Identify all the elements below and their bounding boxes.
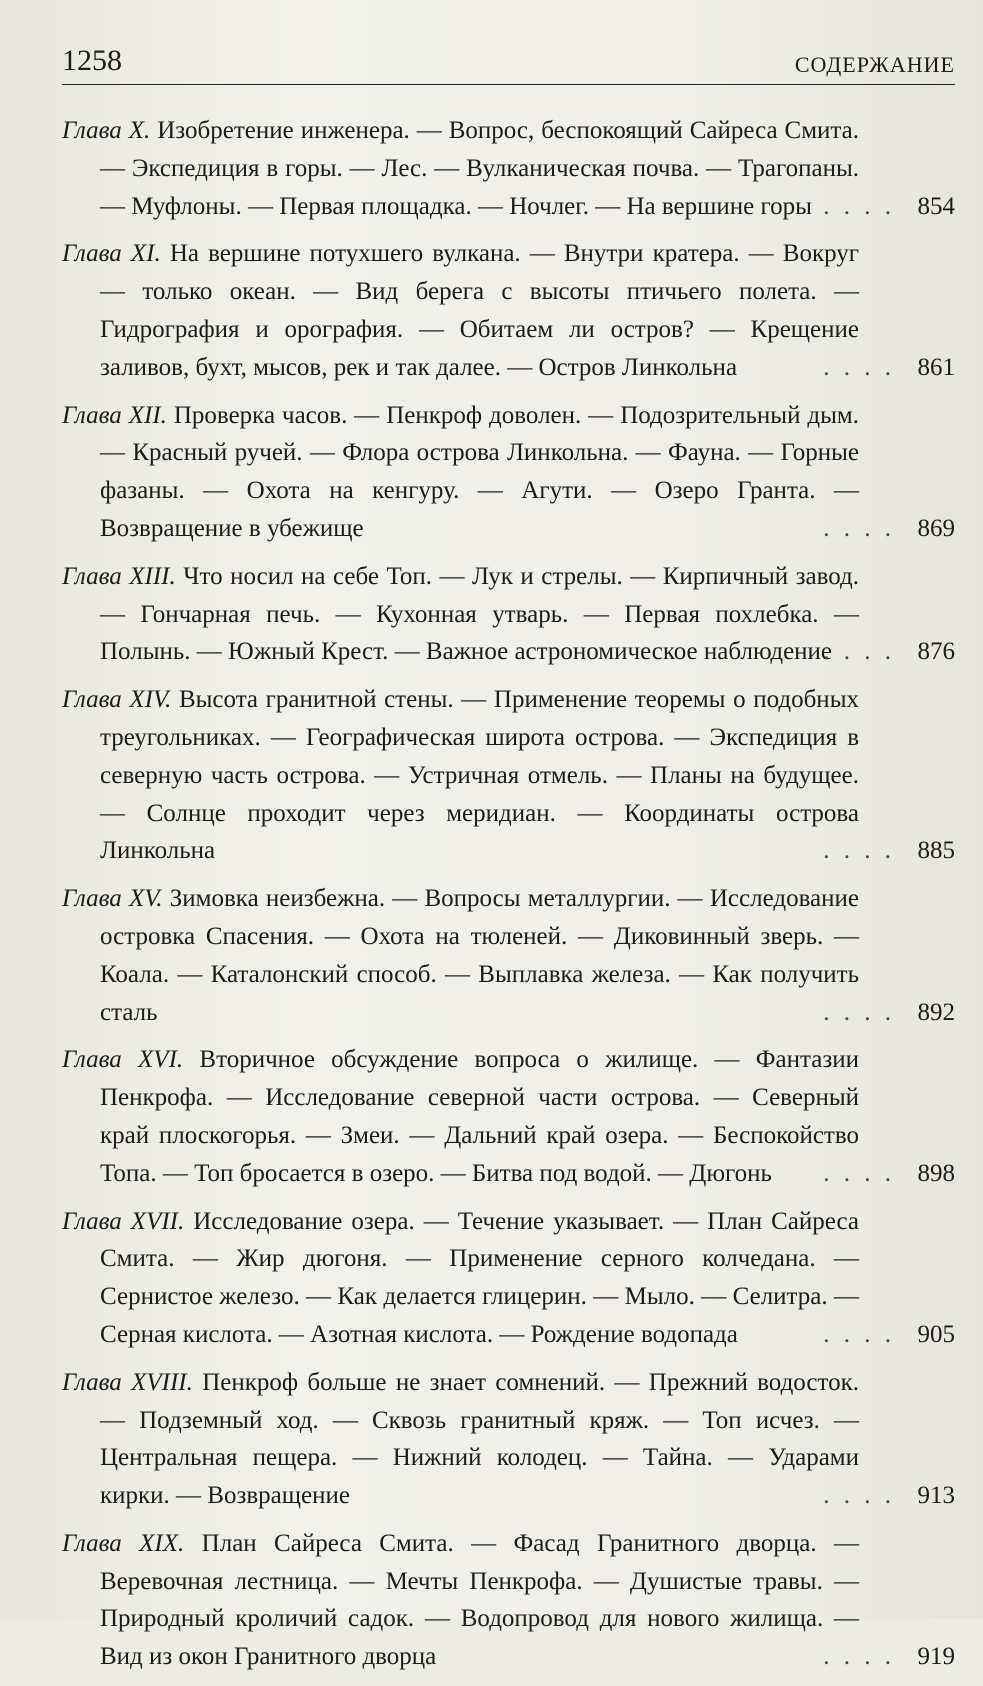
running-title: СОДЕРЖАНИЕ <box>794 52 955 77</box>
chapter-description: Высота гранитной стены. — Применение теоремы о подобных треугольниках. — Географическая широта острова. — Экспедиция в северную часть острова. — Устричная отмель. — Планы на будущее. — Солнце проходит через меридиан. — Координаты острова Линкольна <box>100 686 859 865</box>
dot-leader: . . . . <box>823 353 895 381</box>
toc-entry <box>62 1525 955 1676</box>
dot-leader: . . . . <box>823 514 895 542</box>
toc-entry <box>62 1041 955 1192</box>
chapter-label: Глава XI. <box>62 240 161 268</box>
chapter-label: Глава X. <box>62 117 151 144</box>
toc-entry <box>62 681 955 870</box>
chapter-description: Зимовка неизбежна. — Вопросы металлургии. — Исследование островка Спасения. — Охота на тюленей. — Диковинный зверь. — Коала. — Каталонский способ. — Выплавка железа. — Как получить сталь <box>100 885 860 1026</box>
page-header <box>62 38 955 85</box>
table-of-contents <box>62 112 955 1686</box>
page-ref: 913 <box>917 1482 955 1510</box>
toc-entry <box>62 880 955 1031</box>
chapter-description: Пенкроф больше не знает сомнений. — Прежний водосток. — Подземный ход. — Сквозь гранитный кряж. — Топ исчез. — Центральная пещера. — Нижний колодец. — Тайна. — Ударами кирки. — Возвращение <box>100 1368 860 1510</box>
page-ref: 905 <box>917 1320 955 1348</box>
chapter-description: Изобретение инженера. — Вопрос, беспокоящий Сайреса Смита. — Экспедиция в горы. — Лес. — Вулканическая почва. — Трагопаны. — Муфлоны. — Первая площадка. — Ночлег. — На вершине горы <box>100 117 859 220</box>
chapter-label: Глава XV. <box>62 885 163 913</box>
dot-leader: . . . . <box>823 837 895 865</box>
chapter-description: Что носил на себе Топ. — Лук и стрелы. — Кирпичный завод. — Гончарная печь. — Кухонная утварь. — Первая похлебка. — Полынь. — Южный Крест. — Важное астрономическое наблюдение <box>100 562 860 666</box>
chapter-description: Исследование озера. — Течение указывает. — План Сайреса Смита. — Жир дюгоня. — Применение серного колчедана. — Сернистое железо. — Как делается глицерин. — Мыло. — Селитра. — Серная кислота. — Азотная кислота. — Рождение водопада <box>100 1207 859 1348</box>
page-ref: 854 <box>917 192 955 220</box>
chapter-label: Глава XIX. <box>62 1529 185 1557</box>
toc-entry <box>62 235 955 386</box>
chapter-label: Глава XIV. <box>62 686 172 714</box>
page-ref: 861 <box>917 353 955 381</box>
dot-leader: . . . . <box>823 1482 895 1510</box>
chapter-label: Глава XVI. <box>62 1046 184 1074</box>
chapter-description: На вершине потухшего вулкана. — Внутри кратера. — Вокруг — только океан. — Вид берега с высоты птичьего полета. — Гидрография и орография. — Обитаем ли остров? — Крещение заливов, бухт, мысов, рек и так далее. — Остров Линкольна <box>100 240 860 381</box>
toc-entry <box>62 1203 955 1354</box>
dot-leader: . . . . <box>823 998 895 1026</box>
chapter-label: Глава XIII. <box>62 562 176 590</box>
toc-entry <box>62 558 955 671</box>
page-ref: 898 <box>917 1159 955 1187</box>
chapter-description: План Сайреса Смита. — Фасад Гранитного дворца. — Веревочная лестница. — Мечты Пенкрофа. — Душистые травы. — Природный кроличий садок. — Водопровод для нового жилища. — Вид из окон Гранитного дворца <box>100 1529 859 1671</box>
toc-entry <box>62 397 955 548</box>
page-ref: 869 <box>917 514 955 542</box>
dot-leader: . . . . <box>823 638 895 666</box>
dot-leader: . . . . <box>823 1320 895 1348</box>
page-ref: 876 <box>917 638 955 666</box>
chapter-label: Глава XVII. <box>62 1207 185 1235</box>
dot-leader: . . . . <box>823 1159 895 1187</box>
toc-entry <box>62 112 955 225</box>
chapter-label: Глава XVIII. <box>62 1368 193 1396</box>
toc-entry <box>62 1364 955 1515</box>
page-ref: 892 <box>917 998 955 1026</box>
chapter-description: Проверка часов. — Пенкроф доволен. — Подозрительный дым. — Красный ручей. — Флора острова Линкольна. — Фауна. — Горные фазаны. — Охота на кенгуру. — Агути. — Озеро Гранта. — Возвращение в убежище <box>100 401 859 542</box>
dot-leader: . . . . <box>823 192 895 220</box>
page-number: 1258 <box>62 44 122 77</box>
chapter-label: Глава XII. <box>62 401 167 429</box>
dot-leader: . . . . <box>823 1643 895 1671</box>
chapter-description: Вторичное обсуждение вопроса о жилище. — Фантазии Пенкрофа. — Исследование северной части острова. — Северный край плоскогорья. — Змеи. — Дальний край озера. — Беспокойство Топа. — Топ бросается в озеро. — Битва под водой. — Дюгонь <box>100 1046 859 1187</box>
page-ref: 885 <box>917 837 955 865</box>
page-ref: 919 <box>917 1643 955 1671</box>
